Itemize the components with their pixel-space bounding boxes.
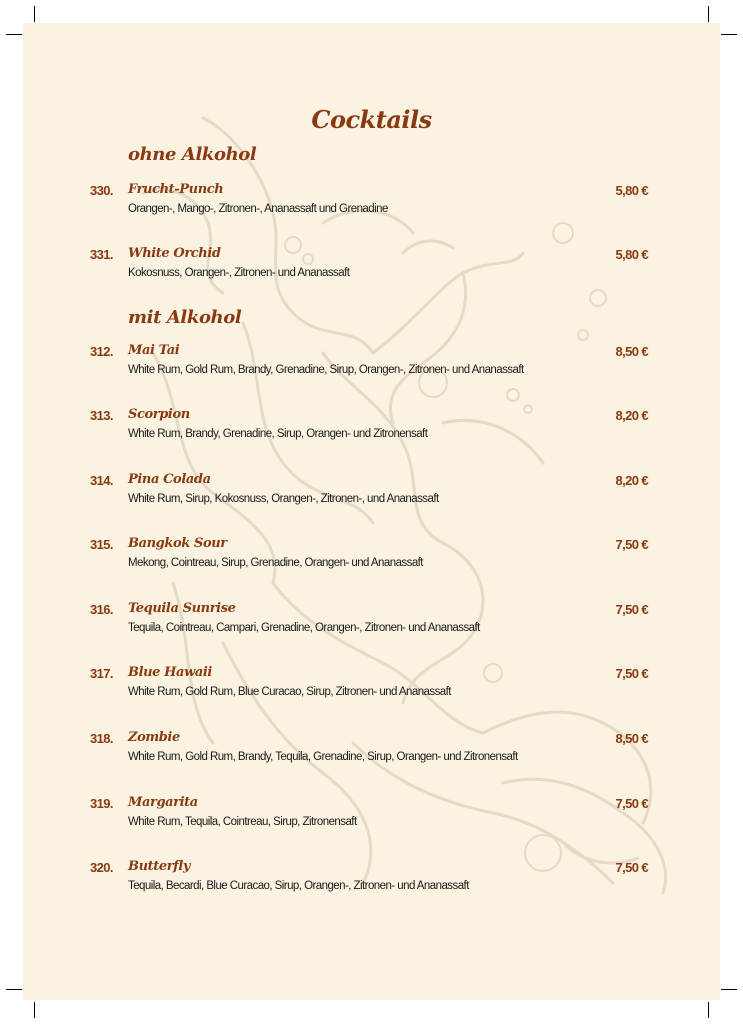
menu-item bbox=[23, 666, 720, 706]
item-number: 318. bbox=[90, 731, 113, 746]
menu-item bbox=[23, 796, 720, 836]
item-number: 313. bbox=[90, 408, 113, 423]
crop-mark bbox=[34, 6, 35, 22]
crop-mark bbox=[6, 34, 22, 35]
menu-item bbox=[23, 731, 720, 771]
item-name: Blue Hawaii bbox=[128, 665, 212, 680]
item-description: Orangen-, Mango-, Zitronen-, Ananassaft und Grenadine bbox=[128, 203, 388, 215]
item-number: 331. bbox=[90, 247, 113, 262]
item-number: 315. bbox=[90, 537, 113, 552]
item-number: 317. bbox=[90, 666, 113, 681]
item-name: Butterfly bbox=[128, 859, 191, 874]
item-name: White Orchid bbox=[128, 246, 221, 261]
item-number: 312. bbox=[90, 344, 113, 359]
item-price: 8,50 € bbox=[615, 344, 648, 359]
item-price: 7,50 € bbox=[615, 537, 648, 552]
crop-mark bbox=[6, 989, 22, 990]
menu-item bbox=[23, 602, 720, 642]
crop-mark bbox=[721, 989, 737, 990]
menu-item bbox=[23, 408, 720, 448]
item-price: 5,80 € bbox=[615, 247, 648, 262]
item-number: 330. bbox=[90, 183, 113, 198]
item-description: Tequila, Becardi, Blue Curacao, Sirup, Orangen-, Zitronen- und Ananassaft bbox=[128, 880, 469, 892]
menu-item bbox=[23, 183, 720, 223]
section-heading-non-alcoholic: ohne Alkohol bbox=[128, 144, 257, 165]
item-description: White Rum, Gold Rum, Brandy, Grenadine, Sirup, Orangen-, Zitronen- und Ananassaft bbox=[128, 364, 524, 376]
menu-page bbox=[23, 23, 720, 1000]
item-price: 7,50 € bbox=[615, 602, 648, 617]
item-description: White Rum, Brandy, Grenadine, Sirup, Orangen- und Zitronensaft bbox=[128, 428, 428, 440]
item-name: Frucht-Punch bbox=[128, 182, 224, 197]
crop-mark bbox=[708, 6, 709, 22]
item-name: Zombie bbox=[128, 730, 180, 745]
item-number: 319. bbox=[90, 796, 113, 811]
item-price: 8,50 € bbox=[615, 731, 648, 746]
item-price: 5,80 € bbox=[615, 183, 648, 198]
menu-item bbox=[23, 537, 720, 577]
item-number: 316. bbox=[90, 602, 113, 617]
item-price: 8,20 € bbox=[615, 473, 648, 488]
menu-item bbox=[23, 344, 720, 384]
item-price: 7,50 € bbox=[615, 860, 648, 875]
item-number: 320. bbox=[90, 860, 113, 875]
item-description: White Rum, Gold Rum, Brandy, Tequila, Grenadine, Sirup, Orangen- und Zitronensaft bbox=[128, 751, 518, 763]
item-description: White Rum, Tequila, Cointreau, Sirup, Zitronensaft bbox=[128, 816, 357, 828]
item-description: Kokosnuss, Orangen-, Zitronen- und Ananassaft bbox=[128, 267, 350, 279]
item-name: Bangkok Sour bbox=[128, 536, 227, 551]
item-price: 7,50 € bbox=[615, 666, 648, 681]
crop-mark bbox=[34, 1002, 35, 1018]
menu-item bbox=[23, 247, 720, 287]
item-description: White Rum, Sirup, Kokosnuss, Orangen-, Zitronen-, und Ananassaft bbox=[128, 493, 439, 505]
menu-item bbox=[23, 860, 720, 900]
section-heading-alcoholic: mit Alkohol bbox=[128, 307, 242, 328]
item-number: 314. bbox=[90, 473, 113, 488]
item-name: Mai Tai bbox=[128, 343, 180, 358]
item-name: Tequila Sunrise bbox=[128, 601, 236, 616]
item-description: Mekong, Cointreau, Sirup, Grenadine, Orangen- und Ananassaft bbox=[128, 557, 423, 569]
item-price: 7,50 € bbox=[615, 796, 648, 811]
item-name: Scorpion bbox=[128, 407, 190, 422]
item-description: White Rum, Gold Rum, Blue Curacao, Sirup, Zitronen- und Ananassaft bbox=[128, 686, 451, 698]
page-title: Cocktails bbox=[311, 105, 432, 134]
item-name: Margarita bbox=[128, 795, 198, 810]
crop-mark bbox=[721, 34, 737, 35]
crop-mark bbox=[708, 1002, 709, 1018]
item-price: 8,20 € bbox=[615, 408, 648, 423]
item-name: Pina Colada bbox=[128, 472, 211, 487]
item-description: Tequila, Cointreau, Campari, Grenadine, Orangen-, Zitronen- und Ananassaft bbox=[128, 622, 480, 634]
menu-item bbox=[23, 473, 720, 513]
